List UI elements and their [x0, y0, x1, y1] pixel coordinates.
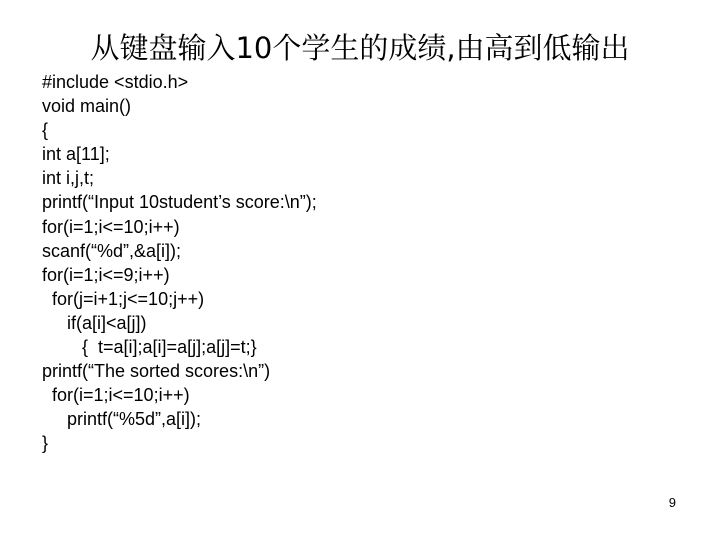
code-line: { t=a[i];a[i]=a[j];a[j]=t;} — [42, 337, 257, 358]
page-number: 9 — [668, 495, 676, 510]
slide-title: 从键盘输入10个学生的成绩,由高到低输出 — [90, 31, 630, 65]
code-line: for(i=1;i<=10;i++) — [42, 216, 180, 237]
code-line: void main() — [42, 96, 132, 117]
code-line: printf(“The sorted scores:\n”) — [42, 361, 271, 382]
code-line: printf(“Input 10student’s score:\n”); — [42, 192, 317, 213]
code-line: scanf(“%d”,&a[i]); — [42, 240, 182, 261]
code-line: printf(“%5d”,a[i]); — [42, 409, 202, 430]
code-line: { — [42, 120, 49, 141]
code-block — [42, 70, 682, 456]
code-line: if(a[i]<a[j]) — [42, 312, 147, 333]
code-line: int a[11]; — [42, 144, 110, 165]
code-line: for(i=1;i<=9;i++) — [42, 264, 170, 285]
code-line: } — [42, 433, 49, 454]
code-line: #include <stdio.h> — [42, 72, 189, 92]
code-line: for(i=1;i<=10;i++) — [42, 385, 190, 406]
code-line: for(j=i+1;j<=10;j++) — [42, 288, 205, 309]
code-line: int i,j,t; — [42, 168, 95, 189]
